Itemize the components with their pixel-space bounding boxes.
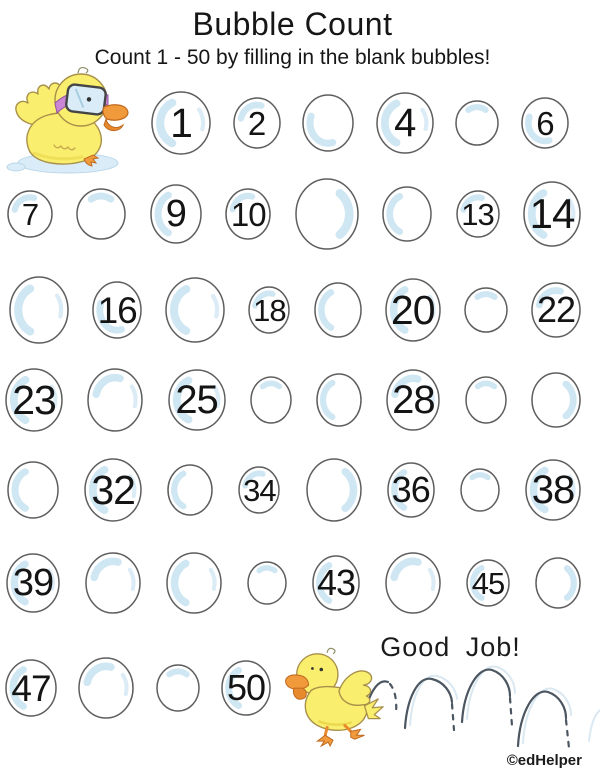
blank-bubble (155, 663, 201, 713)
good-job-text: Good Job! (380, 632, 521, 662)
bubble-9 (149, 183, 203, 245)
blank-bubble (165, 551, 223, 615)
bubble-25 (167, 368, 227, 432)
bubble-circle (315, 372, 363, 428)
blank-bubble (166, 463, 214, 517)
bubble-circle (155, 663, 201, 713)
goggle-lens (65, 84, 106, 115)
bubble-50 (220, 659, 272, 717)
bubble-circle (8, 275, 70, 345)
bubble-number: 25 (175, 378, 218, 422)
bubble-number: 10 (230, 195, 266, 233)
bubble-circle (86, 367, 144, 433)
blank-bubble (8, 275, 70, 345)
bubble-number: 14 (529, 190, 575, 237)
bubble-23 (4, 367, 64, 433)
duckling-eye (320, 668, 324, 672)
credit-text: ©edHelper (506, 752, 582, 769)
bubble-number: 38 (531, 468, 575, 512)
bubble-circle (301, 93, 355, 153)
bubble-circle (294, 177, 360, 251)
bubble-row-5 (6, 452, 582, 528)
bubble-row-1 (150, 85, 570, 161)
bubble-row-6 (5, 545, 582, 621)
bubble-number: 9 (165, 193, 186, 235)
page-title: Bubble Count (192, 6, 393, 42)
bubble-38 (524, 458, 582, 522)
blank-bubble (381, 185, 433, 243)
duckling-wing (339, 671, 372, 705)
duck-beak (103, 105, 128, 120)
bubble-10 (224, 187, 272, 241)
bubble-number: 6 (536, 104, 554, 142)
bubble-number: 47 (11, 667, 51, 709)
bubble-number: 22 (536, 289, 575, 330)
duckling-foot (351, 729, 365, 739)
blank-bubble (294, 177, 360, 251)
bubble-7 (6, 189, 54, 239)
blank-bubble (86, 367, 144, 433)
bubble-number: 32 (91, 466, 135, 513)
blank-bubble (75, 187, 127, 241)
bubble-circle (454, 99, 500, 147)
bubble-row-7 (4, 650, 272, 726)
bubble-row-3 (8, 272, 582, 348)
bubble-16 (91, 280, 143, 340)
bubble-circle (84, 551, 142, 615)
bubble-circle (165, 551, 223, 615)
bubble-36 (386, 461, 436, 519)
bubble-circle (249, 375, 293, 425)
bubble-14 (522, 180, 582, 248)
bubble-18 (247, 285, 291, 335)
bubble-2 (232, 96, 282, 150)
walking-duckling-illustration (282, 644, 390, 748)
bubble-number: 45 (471, 565, 505, 601)
bubble-circle (381, 185, 433, 243)
footer (0, 630, 600, 774)
blank-bubble (459, 467, 501, 513)
bubble-1 (150, 90, 212, 156)
blank-bubble (84, 551, 142, 615)
page-subtitle: Count 1 - 50 by filling in the blank bubbles! (94, 46, 491, 69)
bubble-circle (530, 371, 582, 429)
bubble-number: 1 (170, 99, 192, 146)
bubble-circle (77, 656, 135, 720)
bubble-34 (237, 465, 281, 515)
bubble-circle (164, 276, 226, 344)
blank-bubble (464, 375, 508, 425)
blank-bubble (384, 551, 442, 615)
bubble-circle (305, 457, 363, 523)
bubble-number: 4 (394, 101, 416, 145)
bubble-28 (385, 368, 441, 432)
bubble-number: 20 (390, 286, 435, 333)
bubble-number: 2 (247, 104, 266, 142)
bubble-13 (455, 189, 501, 239)
bubble-circle (313, 281, 363, 339)
bubble-number: 43 (316, 562, 356, 603)
bubble-row-4 (4, 362, 582, 438)
bubble-circle (464, 375, 508, 425)
duckling-foot (317, 735, 333, 746)
blank-bubble (301, 93, 355, 153)
duckling-beak (286, 675, 309, 689)
bubble-row-2 (6, 176, 582, 252)
bubble-number: 36 (391, 469, 430, 510)
bubble-number: 18 (253, 292, 286, 328)
bubble-circle (75, 187, 127, 241)
blank-bubble (463, 286, 509, 334)
blank-bubble (77, 656, 135, 720)
bubble-6 (520, 96, 570, 150)
blank-bubble (249, 375, 293, 425)
bubble-number: 23 (12, 376, 56, 423)
bubble-number: 34 (243, 472, 276, 508)
blank-bubble (315, 372, 363, 428)
bubble-circle (6, 460, 60, 520)
bubble-circle (463, 286, 509, 334)
bubble-number: 7 (21, 196, 39, 232)
blank-bubble (530, 371, 582, 429)
duck-with-goggles-illustration (4, 64, 138, 176)
header (0, 6, 585, 70)
blank-bubble (305, 457, 363, 523)
bubble-number: 50 (226, 667, 265, 708)
bubble-circle (166, 463, 214, 517)
bubble-number: 39 (12, 562, 54, 604)
bubble-number: 13 (461, 196, 494, 232)
bubble-circle (459, 467, 501, 513)
bubble-45 (465, 558, 511, 608)
blank-bubble (313, 281, 363, 339)
bubble-number: 16 (97, 289, 137, 331)
bubble-circle (246, 560, 288, 606)
blank-bubble (454, 99, 500, 147)
bubble-circle (534, 556, 582, 610)
blank-bubble (6, 460, 60, 520)
bubble-number: 28 (392, 378, 435, 422)
bubble-43 (311, 554, 361, 612)
blank-bubble (534, 556, 582, 610)
blank-bubble (164, 276, 226, 344)
bubble-22 (530, 281, 582, 339)
bubble-47 (4, 658, 58, 718)
bubble-39 (5, 552, 61, 614)
blank-bubble (246, 560, 288, 606)
bubble-4 (375, 91, 435, 155)
bubble-20 (384, 277, 442, 343)
bubble-circle (384, 551, 442, 615)
bubble-32 (83, 457, 143, 523)
